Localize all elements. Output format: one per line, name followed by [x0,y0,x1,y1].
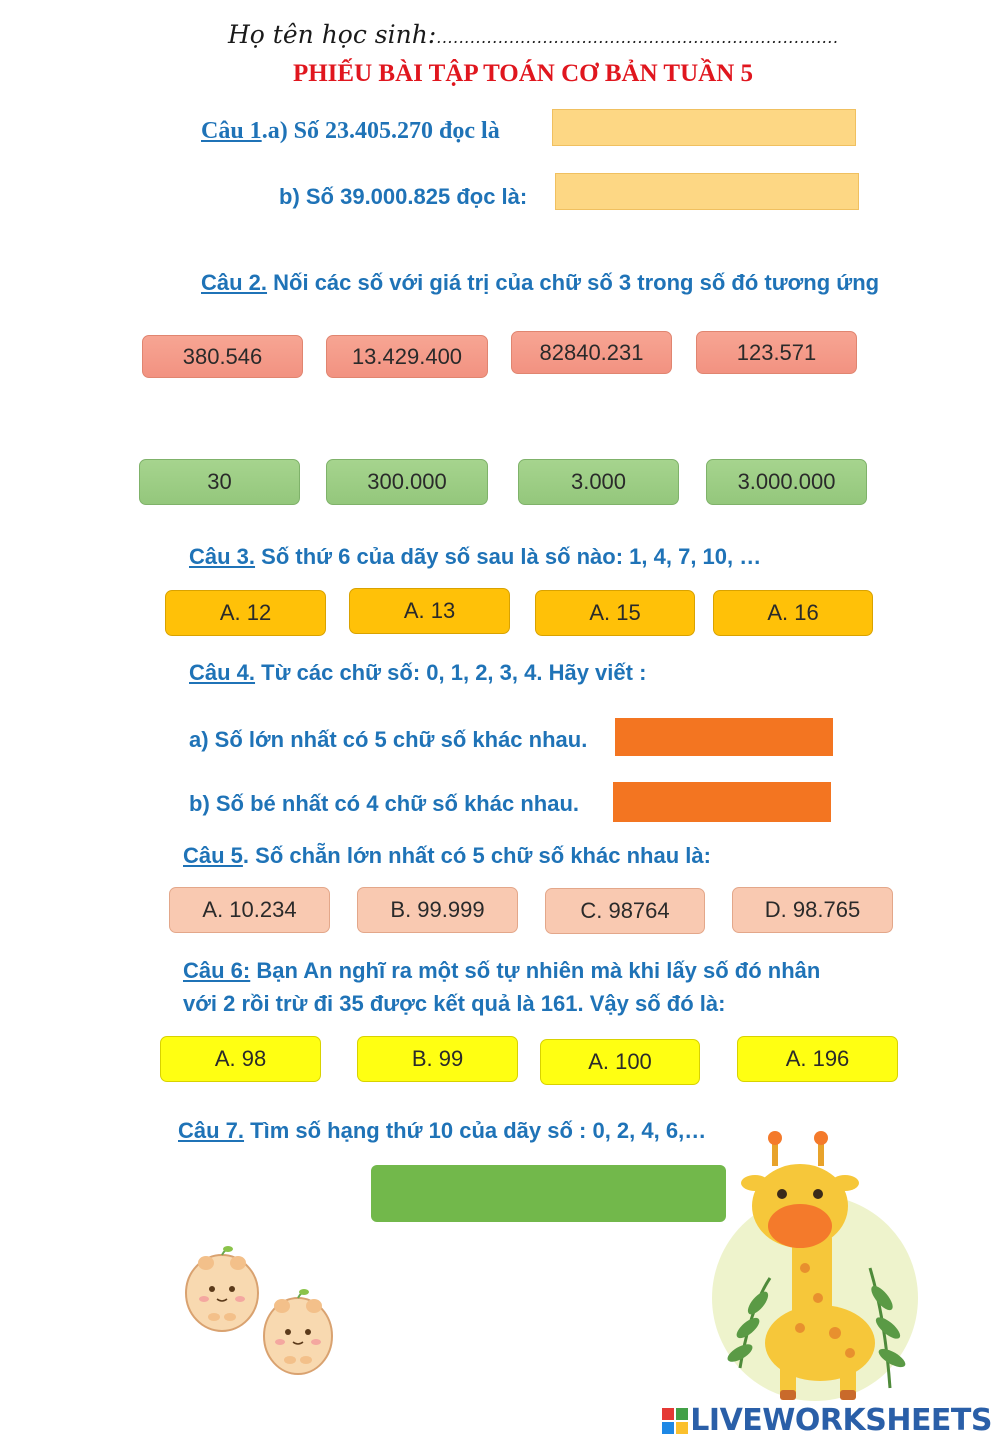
q4-label: Câu 4. [189,660,256,685]
q3-label: Câu 3. [189,544,256,569]
q5-option[interactable]: B. 99.999 [357,887,518,933]
q6-prompt-line1 [183,958,820,984]
q3-option[interactable]: A. 12 [165,590,326,636]
q6-label: Câu 6: [183,958,251,983]
q5-text: . Số chẵn lớn nhất có 5 chữ số khác nhau là: [242,843,711,868]
q2-value-card[interactable]: 30 [139,459,300,505]
q6-option[interactable]: A. 100 [540,1039,700,1085]
q2-number-card[interactable]: 13.429.400 [326,335,488,378]
q3-text: Số thứ 6 của dãy số sau là số nào: 1, 4, 7, 10, … [255,544,762,569]
q6-text-line2: với 2 rồi trừ đi 35 được kết quả là 161. Vậy số đó là: [183,991,726,1016]
q5-option[interactable]: D. 98.765 [732,887,893,933]
student-name-dots: ........................................................................ [436,28,839,47]
q1-answer-b-input[interactable] [555,173,859,210]
giraffe-illustration-icon [710,1128,930,1403]
q3-option[interactable]: A. 15 [535,590,695,636]
q1-part-b-text: b) Số 39.000.825 đọc là: [279,184,528,209]
q4-part-b: b) Số bé nhất có 4 chữ số khác nhau. [189,791,579,816]
q2-number-card[interactable]: 380.546 [142,335,303,378]
q4-answer-a-input[interactable] [615,718,833,756]
q3-option[interactable]: A. 16 [713,590,873,636]
q2-value-card[interactable]: 3.000 [518,459,679,505]
q4-text: Từ các chữ số: 0, 1, 2, 3, 4. Hãy viết : [255,660,647,685]
q1-part-a [201,118,500,145]
liveworksheets-logo-icon [662,1408,688,1434]
q4-part-a: a) Số lớn nhất có 5 chữ số khác nhau. [189,727,588,752]
worksheet-title: PHIẾU BÀI TẬP TOÁN CƠ BẢN TUẦN 5 [292,60,754,87]
q6-text-line1: Bạn An nghĩ ra một số tự nhiên mà khi lấy số đó nhân [250,958,821,983]
q3-prompt [189,544,761,570]
q2-number-card[interactable]: 123.571 [696,331,857,374]
q5-option[interactable]: A. 10.234 [169,887,330,933]
q2-value-card[interactable]: 300.000 [326,459,488,505]
q5-prompt [183,843,711,869]
q7-label: Câu 7. [178,1118,245,1143]
q2-label: Câu 2. [201,270,268,295]
liveworksheets-logo-text: LIVEWORKSHEETS [690,1403,992,1438]
q5-label: Câu 5 [183,843,243,868]
q7-answer-input[interactable] [371,1165,726,1222]
q4-prompt [189,660,646,686]
student-name-line [228,20,838,49]
q1-label: Câu 1 [201,118,262,144]
q2-prompt [201,270,879,296]
q1-answer-a-input[interactable] [552,109,856,146]
q7-text: Tìm số hạng thứ 10 của dãy số : 0, 2, 4, 6,… [244,1118,707,1143]
q2-number-card[interactable]: 82840.231 [511,331,672,374]
q2-value-card[interactable]: 3.000.000 [706,459,867,505]
liveworksheets-logo [662,1403,992,1438]
q4-answer-b-input[interactable] [613,782,831,822]
q5-option[interactable]: C. 98764 [545,888,705,934]
q6-option[interactable]: A. 98 [160,1036,321,1082]
q6-option[interactable]: A. 196 [737,1036,898,1082]
student-name-label: Họ tên học sinh: [228,20,437,49]
q7-prompt [178,1118,706,1144]
q6-option[interactable]: B. 99 [357,1036,518,1082]
q3-option[interactable]: A. 13 [349,588,510,634]
hamster-illustration-icon [182,1245,342,1380]
q1-part-a-text: .a) Số 23.405.270 đọc là [261,118,500,144]
q2-text: Nối các số với giá trị của chữ số 3 trong số đó tương ứng [267,270,880,295]
